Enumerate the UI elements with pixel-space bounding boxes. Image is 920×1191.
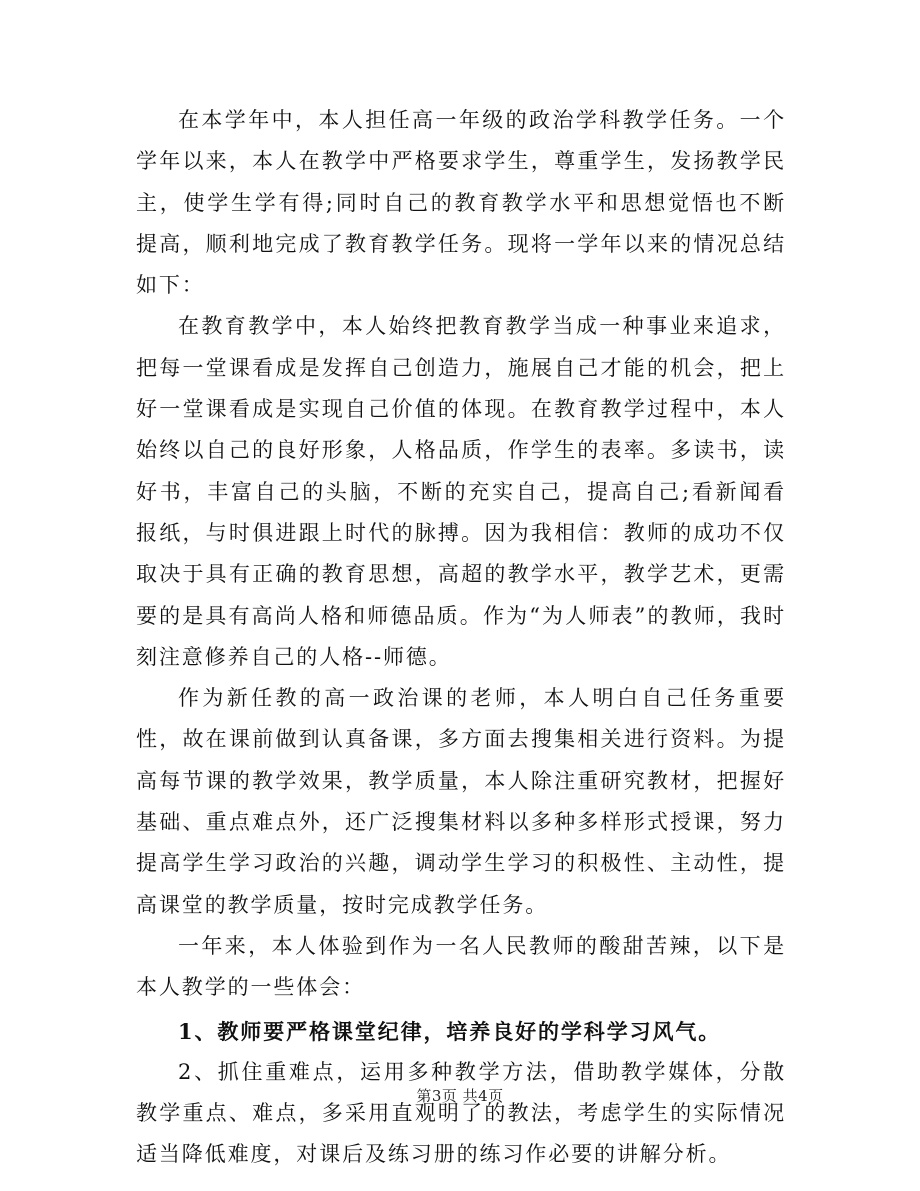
paragraph-teaching-philosophy: 在教育教学中，本人始终把教育教学当成一种事业来追求，把每一堂课看成是发挥自己创造力，施展自己才能的机会，把上好一堂课看成是实现自己价值的体现。在教育教学过程中，本人始终以自己的良好形象，人格品质，作学生的表率。多读书，读好书，丰富自己的头脑，不断的充实自己，提高自己;看新闻看报纸，与时俱进跟上时代的脉搏。因为我相信：教师的成功不仅取决于具有正确的教育思想，高超的教学水平，教学艺术，更需要的是具有高尚人格和师德品质。作为“为人师表”的教师，我时刻注意修养自己的人格--师德。: [136, 314, 786, 669]
document-body: [136, 100, 786, 1176]
paragraph-experience-intro: 一年来，本人体验到作为一名人民教师的酸甜苦辣，以下是本人教学的一些体会：: [136, 933, 786, 1000]
paragraph-point-1: 1、教师要严格课堂纪律，培养良好的学科学习风气。: [178, 1018, 722, 1044]
paragraph-intro: 在本学年中，本人担任高一年级的政治学科教学任务。一个学年以来，本人在教学中严格要求学生，尊重学生，发扬教学民主，使学生学有得;同时自己的教育教学水平和思想觉悟也不断提高，顺利地完成了教育教学任务。现将一学年以来的情况总结如下：: [136, 108, 786, 298]
paragraph-lesson-preparation: 作为新任教的高一政治课的老师，本人明白自己任务重要性，故在课前做到认真备课，多方面去搜集相关进行资料。为提高每节课的教学效果，教学质量，本人除注重研究教材，把握好基础、重点难点外，还广泛搜集材料以多种多样形式授课，努力提高学生学习政治的兴趣，调动学生学习的积极性、主动性，提高课堂的教学质量，按时完成教学任务。: [136, 686, 786, 917]
paragraph-point-2: 2、抓住重难点，运用多种教学方法，借助教学媒体，分散教学重点、难点，多采用直观明了的教法，考虑学生的实际情况适当降低难度，对课后及练习册的练习作必要的讲解分析。: [136, 1059, 786, 1167]
page-number-footer: 第3页 共4页: [416, 1087, 504, 1105]
